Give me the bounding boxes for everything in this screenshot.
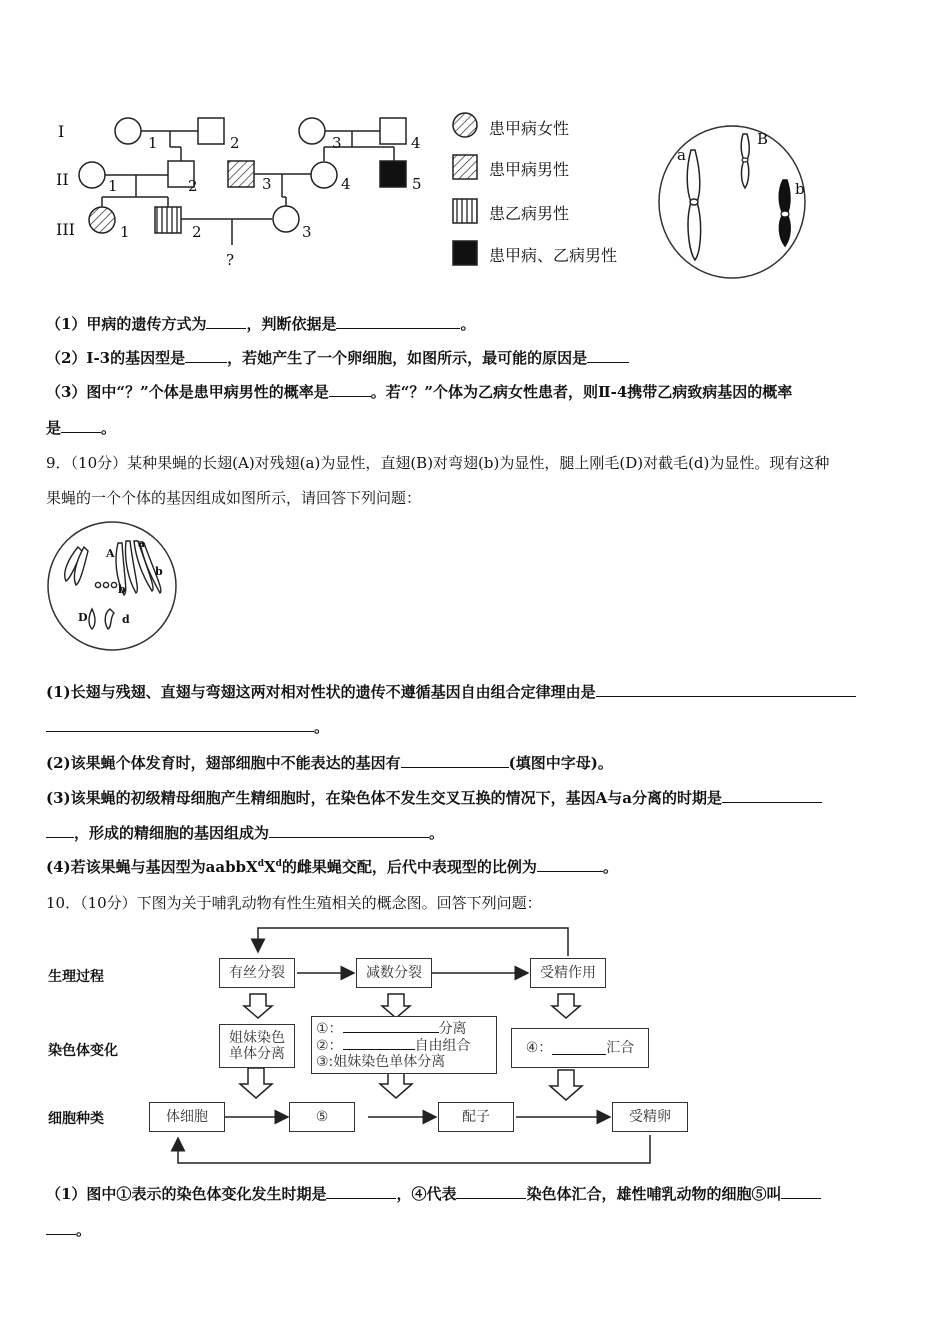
box-sister-separation: 姐妹染色 单体分离 [219, 1024, 295, 1068]
q10-intro: 10．（10分）下图为关于哺乳动物有性生殖相关的概念图。回答下列问题： [46, 894, 542, 912]
cell-label-B: B [757, 130, 769, 148]
answer-blank[interactable] [185, 348, 227, 363]
legend-symbol-2 [453, 155, 477, 179]
legend-label-2: 患甲病男性 [489, 160, 570, 179]
answer-blank[interactable] [46, 823, 74, 838]
box-soma-cell: 体细胞 [149, 1102, 225, 1132]
q8-part3: （3）图中“？”个体是患甲病男性的概率是 。若“？”个体为乙病女性患者，则Ⅱ-4携带乙病致病基因的概率 [46, 383, 793, 401]
person-I-2 [198, 118, 224, 144]
answer-blank[interactable] [781, 1184, 821, 1199]
svg-text:1: 1 [148, 134, 158, 152]
gen-label-1: I [58, 122, 65, 141]
box-zygote: 受精卵 [612, 1102, 688, 1132]
svg-text:3: 3 [332, 134, 342, 152]
answer-blank[interactable] [343, 1037, 415, 1050]
gen-label-3: III [56, 220, 75, 239]
answer-blank[interactable] [336, 314, 460, 329]
legend-symbol-3 [453, 199, 477, 223]
row-label-chromosome: 染色体变化 [48, 1043, 118, 1059]
svg-text:2: 2 [230, 134, 240, 152]
fly-label-d: d [122, 613, 130, 626]
answer-blank[interactable] [46, 717, 314, 732]
person-II-1 [79, 162, 105, 188]
box-meiosis-changes [311, 1016, 497, 1074]
q8-part2: （2）Ⅰ-3的基因型是 ，若她产生了一个卵细胞，如图所示，最可能的原因是 [46, 347, 629, 368]
answer-blank[interactable] [206, 314, 246, 329]
legend-label-4: 患甲病、乙病男性 [489, 246, 618, 265]
svg-text:1: 1 [120, 223, 130, 241]
fruit-fly-cell-figure [44, 519, 180, 653]
row-label-process: 生理过程 [48, 969, 104, 985]
svg-text:?: ? [226, 251, 235, 269]
svg-text:4: 4 [411, 134, 421, 152]
person-III-3 [273, 206, 299, 232]
q9-s2: (2)该果蝇个体发育时，翅部细胞中不能表达的基因有 (填图中字母)。 [46, 754, 613, 772]
answer-blank[interactable] [269, 823, 429, 838]
fly-label-b1: b [118, 583, 126, 596]
q9-intro-1: 9．（10分）某种果蝇的长翅(A)对残翅(a)为显性，直翅(B)对弯翅(b)为显性，腿上刚毛(D)对截毛(d)为显性。现有这种 [46, 454, 830, 472]
legend-symbol-4 [453, 241, 477, 265]
answer-blank[interactable] [456, 1184, 526, 1199]
svg-text:2: 2 [188, 177, 198, 195]
meiosis-change-3: ③:姐妹染色单体分离 [316, 1054, 446, 1070]
cell-label-a: a [677, 146, 686, 164]
answer-blank[interactable] [329, 382, 371, 397]
person-I-3 [299, 118, 325, 144]
answer-blank[interactable] [587, 348, 629, 363]
q9-s3: (3)该果蝇的初级精母细胞产生精细胞时，在染色体不发生交叉互换的情况下，基因A与a分离的时期是 [46, 787, 822, 808]
answer-blank[interactable] [401, 753, 509, 768]
answer-blank[interactable] [46, 1220, 76, 1235]
answer-blank[interactable] [722, 788, 822, 803]
box-mitosis: 有丝分裂 [219, 958, 295, 988]
q10-part1: （1）图中①表示的染色体变化发生时期是 ，④代表 染色体汇合，雄性哺乳动物的细胞⑤叫 [46, 1183, 821, 1204]
q10-part1-cont: 。 [46, 1219, 91, 1240]
fly-label-A: A [106, 547, 115, 560]
fly-label-a: a [138, 537, 146, 550]
box-gamete: 配子 [438, 1102, 514, 1132]
fly-label-b2: b [155, 565, 163, 578]
person-II-3 [228, 161, 254, 187]
egg-cell-figure [655, 122, 810, 280]
legend-symbol-1 [453, 113, 477, 137]
q8-part3-cont: 是 。 [46, 419, 117, 437]
q9-s1: (1)长翅与残翅、直翅与弯翅这两对相对性状的遗传不遵循基因自由组合定律理由是 [46, 681, 856, 702]
row-label-cell-type: 细胞种类 [48, 1111, 104, 1127]
person-I-4 [380, 118, 406, 144]
svg-text:3: 3 [262, 175, 272, 193]
person-III-2 [155, 207, 181, 233]
legend-label-3: 患乙病男性 [489, 204, 570, 223]
svg-text:2: 2 [192, 223, 202, 241]
cell-label-b: b [795, 180, 805, 198]
q9-s1-cont: 。 [46, 716, 329, 737]
answer-blank[interactable] [326, 1184, 396, 1199]
q8-part1: （1）甲病的遗传方式为 ，判断依据是 。 [46, 315, 476, 333]
meiosis-change-2: ②： 自由组合 [316, 1038, 471, 1054]
person-II-5 [380, 161, 406, 187]
q9-s3-cont: ，形成的精细胞的基因组成为 。 [46, 822, 444, 843]
answer-blank[interactable] [537, 857, 603, 872]
q9-intro-2: 果蝇的一个个体的基因组成如图所示，请回答下列问题： [46, 489, 422, 507]
answer-blank[interactable] [552, 1042, 606, 1055]
fly-label-D: D [78, 611, 88, 624]
meiosis-change-1: ①： 分离 [316, 1021, 467, 1037]
svg-text:1: 1 [108, 177, 118, 195]
box-fertilization-change: ④： 汇合 [511, 1028, 649, 1068]
svg-text:4: 4 [341, 175, 351, 193]
box-meiosis: 减数分裂 [356, 958, 432, 988]
box-fertilization: 受精作用 [530, 958, 606, 988]
q9-s4: (4)若该果蝇与基因型为$aabbX^dX^d$的雌果蝇交配，后代中表现型的比例为 。 [46, 858, 618, 876]
box-cell-five: ⑤ [289, 1102, 355, 1132]
svg-text:5: 5 [412, 175, 422, 193]
person-I-1 [115, 118, 141, 144]
gen-label-2: II [56, 170, 69, 189]
person-III-1 [89, 207, 115, 233]
svg-text:3: 3 [302, 223, 312, 241]
person-II-4 [311, 162, 337, 188]
answer-blank[interactable] [343, 1020, 439, 1033]
answer-blank[interactable] [61, 418, 101, 433]
answer-blank[interactable] [596, 682, 856, 697]
legend-label-1: 患甲病女性 [489, 119, 570, 138]
